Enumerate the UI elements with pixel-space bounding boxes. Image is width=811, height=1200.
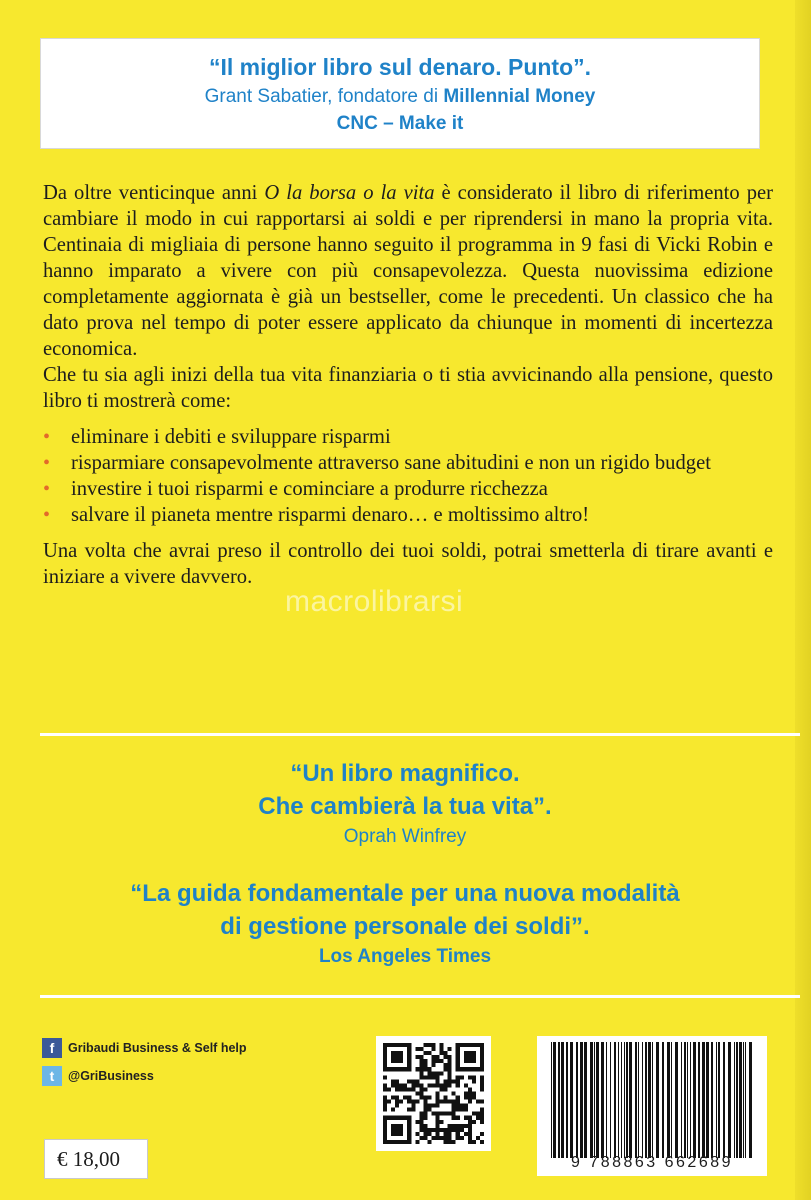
- attribution-org: Millennial Money: [443, 86, 596, 107]
- qr-code-icon: [383, 1043, 484, 1144]
- quote-la-times: [40, 877, 770, 971]
- source-label: CNC – Make it: [336, 113, 464, 134]
- top-quote-source: [41, 110, 759, 137]
- price-tag: € 18,00: [44, 1139, 148, 1179]
- barcode-icon: [537, 1042, 767, 1158]
- divider: [40, 995, 800, 998]
- benefit-list: [43, 424, 773, 528]
- top-quote-box: [40, 38, 760, 149]
- bullet-icon: •: [43, 504, 51, 526]
- quote-oprah: [40, 757, 770, 851]
- list-item: • risparmiare consapevolmente attraverso sane abitudini e non un rigido budget: [43, 452, 711, 474]
- quote-line: di gestione personale dei soldi”.: [220, 913, 590, 940]
- divider: [40, 733, 800, 736]
- top-quote-text: “Il miglior libro sul denaro. Punto”.: [208, 54, 592, 80]
- bullet-icon: •: [43, 478, 51, 500]
- list-item: • eliminare i debiti e sviluppare risparmi: [43, 426, 391, 448]
- bullet-icon: •: [43, 426, 51, 448]
- isbn-number: 9 788863 662689: [570, 1154, 734, 1171]
- book-title: O la borsa o la vita: [264, 182, 435, 204]
- attribution-prefix: Grant Sabatier, fondatore di: [204, 86, 444, 107]
- description-paragraph-2: Che tu sia agli inizi della tua vita finanziaria o ti stia avvicinando alla pensione, questo libro ti mostrerà come:: [43, 364, 773, 412]
- list-item: • investire i tuoi risparmi e cominciare a produrre ricchezza: [43, 478, 548, 500]
- quote-line: “La guida fondamentale per una nuova modalità: [130, 880, 680, 907]
- book-description: [43, 180, 773, 590]
- twitter-icon: t: [42, 1066, 62, 1086]
- barcode: [537, 1036, 767, 1176]
- bullet-icon: •: [43, 452, 51, 474]
- quote-author: Los Angeles Times: [318, 946, 492, 967]
- quote-line: “Un libro magnifico.: [290, 760, 520, 787]
- quote-author: Oprah Winfrey: [343, 826, 467, 847]
- p1-rest: è considerato il libro di riferimento per cambiare il modo in cui rapportarsi ai soldi e per riprendersi in mano la propria vita. Centinaia di migliaia di persone hanno seguito il programma in 9 fasi di Vicki Robin e hanno imparato a vivere con più consapevolezza. Questa nuovissima edizione completamente aggiornata è già un bestseller, come le precedenti. Un classico che ha dato prova nel tempo di poter essere applicato da chiunque in momenti di incertezza economica.: [43, 182, 774, 360]
- list-item: • salvare il pianeta mentre risparmi denaro… e moltissimo altro!: [43, 504, 590, 526]
- quote-line: Che cambierà la tua vita”.: [258, 793, 552, 820]
- p1-start: Da oltre venticinque anni: [43, 182, 265, 204]
- facebook-icon: f: [42, 1038, 62, 1058]
- description-paragraph-3: Una volta che avrai preso il controllo dei tuoi soldi, potrai smetterla di tirare avanti e iniziare a vivere davvero.: [43, 540, 773, 588]
- facebook-label: Gribaudi Business & Self help: [68, 1041, 247, 1055]
- facebook-link[interactable]: [42, 1038, 247, 1058]
- watermark: macrolibrarsi: [285, 585, 464, 618]
- qr-code: [376, 1036, 491, 1151]
- twitter-link[interactable]: [42, 1066, 154, 1086]
- description-paragraph-1: [43, 180, 773, 362]
- cover-edge: [795, 0, 811, 1200]
- top-quote-attribution: [41, 83, 759, 110]
- twitter-label: @GriBusiness: [68, 1069, 154, 1083]
